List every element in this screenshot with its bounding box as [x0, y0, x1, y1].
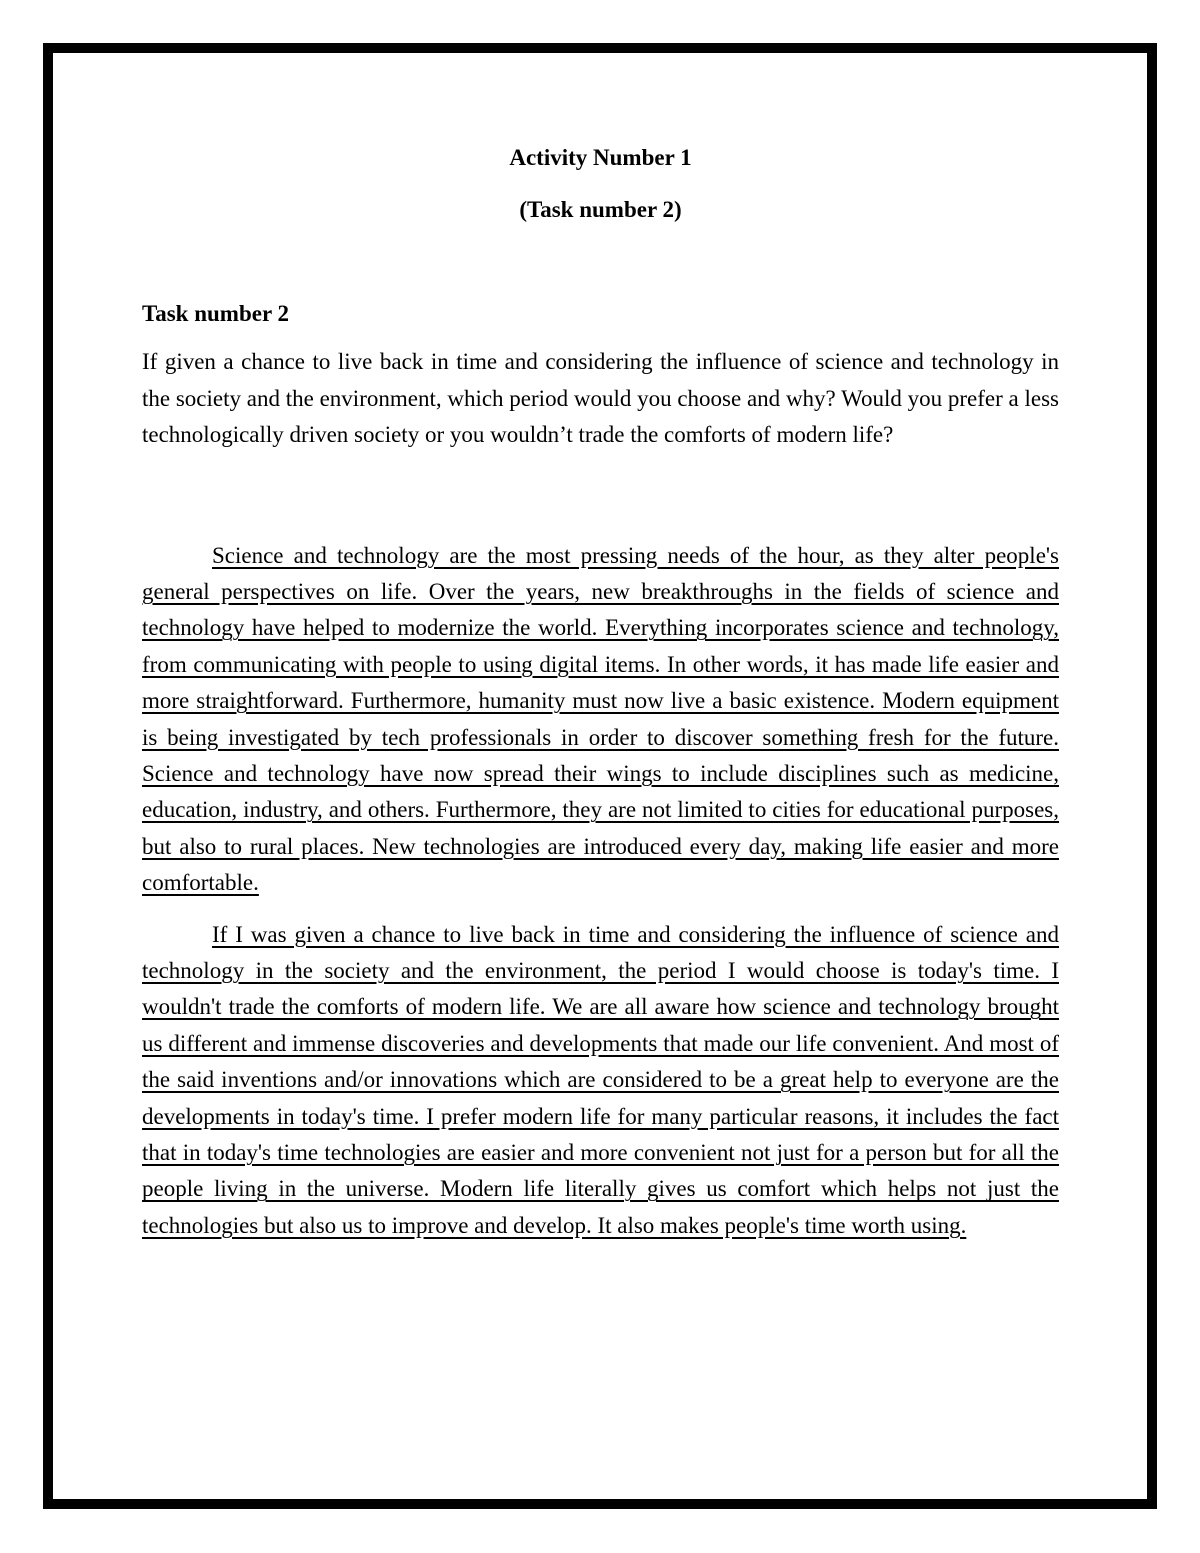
document-body: [142, 140, 1059, 1244]
answer-paragraph-2: If I was given a chance to live back in time and considering the influence of science and technology in the society and the environment, the period I would choose is today's time. I wouldn't trade the comforts of modern life. We are all aware how science and technology brought us different and immense discoveries and developments that made our life convenient. And most of the said inventions and/or innovations which are considered to be a great help to everyone are the developments in today's time. I prefer modern life for many particular reasons, it includes the fact that in today's time technologies are easier and more convenient not just for a person but for all the people living in the universe. Modern life literally gives us comfort which helps not just the technologies but also us to improve and develop. It also makes people's time worth using.: [142, 921, 1059, 1238]
task-question: If given a chance to live back in time and considering the influence of science and technology in the society and the environment, which period would you choose and why? Would you prefer a less technologically driven society or you wouldn’t trade the comforts of modern life?: [142, 349, 1059, 447]
task-label: Task number 2: [142, 301, 290, 326]
document-subtitle: (Task number 2): [519, 197, 682, 222]
answer-paragraph-1: Science and technology are the most pressing needs of the hour, as they alter people's general perspectives on life. Over the years, new breakthroughs in the fields of science and technology have helped to modernize the world. Everything incorporates science and technology, from communicating with people to using digital items. In other words, it has made life easier and more straightforward. Furthermore, humanity must now live a basic existence. Modern equipment is being investigated by tech professionals in order to discover something fresh for the future. Science and technology have now spread their wings to include disciplines such as medicine, education, industry, and others. Furthermore, they are not limited to cities for educational purposes, but also to rural places. New technologies are introduced every day, making life easier and more comfortable.: [142, 542, 1059, 896]
document-title: Activity Number 1: [509, 145, 692, 170]
